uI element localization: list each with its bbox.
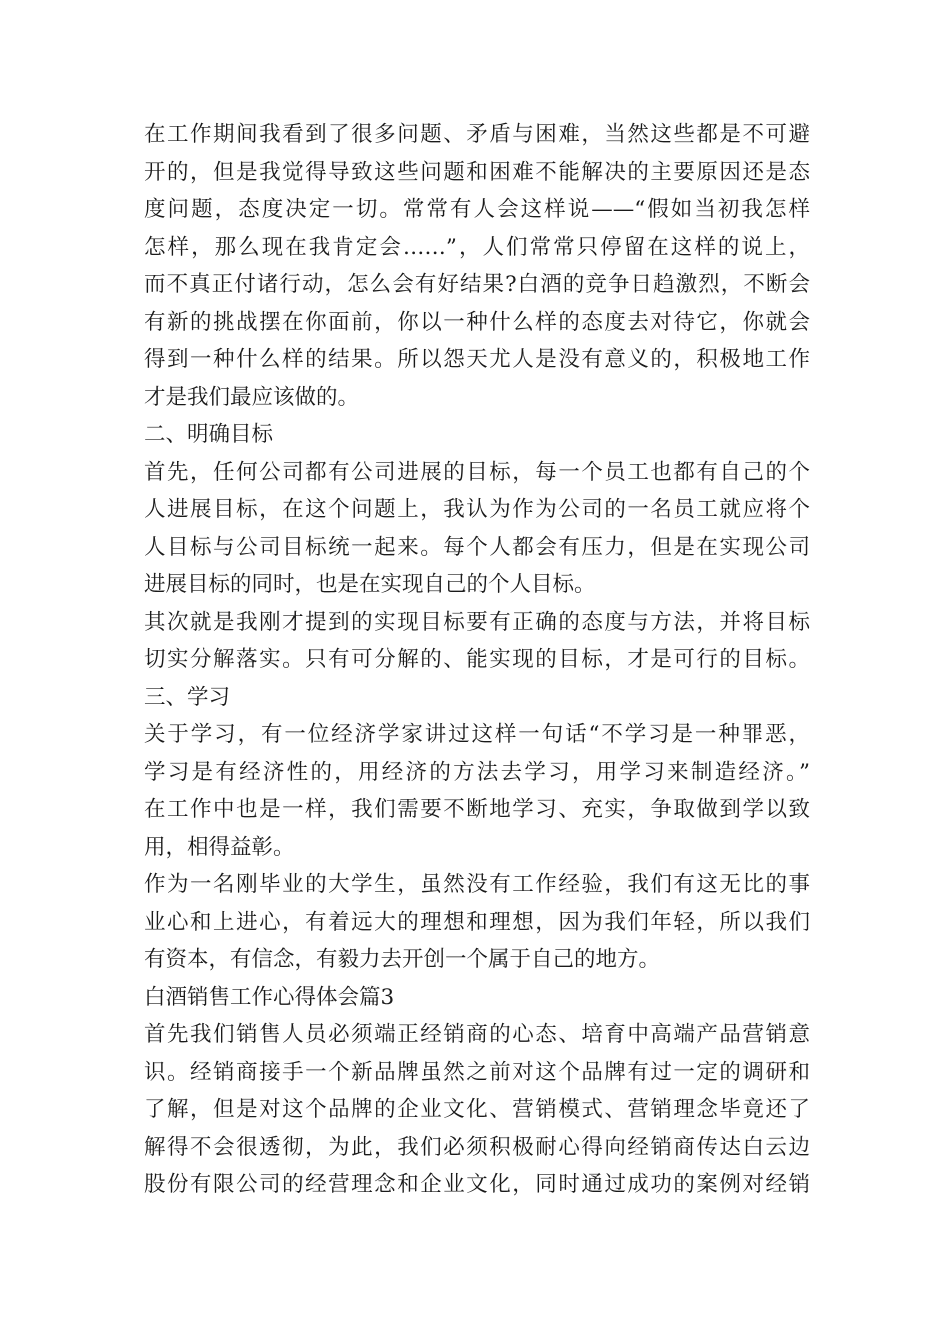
text-line: 股份有限公司的经营理念和企业文化，同时通过成功的案例对经销 [144, 1172, 810, 1197]
text-line: 得到一种什么样的结果。所以怨天尤人是没有意义的，积极地工作 [144, 347, 810, 372]
text-line: 开的，但是我觉得导致这些问题和困难不能解决的主要原因还是态 [144, 159, 810, 185]
text-line: 怎样，那么现在我肯定会……”，人们常常只停留在这样的说上， [144, 234, 810, 260]
text-line: 才是我们最应该做的。 [144, 384, 360, 410]
article-title: 白酒销售工作心得体会篇3 [144, 984, 395, 1010]
text-line: 度问题，态度决定一切。常常有人会这样说——“假如当初我怎样 [144, 197, 810, 222]
document-body [144, 116, 810, 1204]
text-line: 首先我们销售人员必须端正经销商的心态、培育中高端产品营销意 [144, 1022, 810, 1047]
text-line: 识。经销商接手一个新品牌虽然之前对这个品牌有过一定的调研和 [144, 1059, 810, 1085]
text-line: 人目标与公司目标统一起来。每个人都会有压力，但是在实现公司 [144, 534, 810, 560]
text-line: 用，相得益彰。 [144, 834, 295, 860]
text-line: 其次就是我刚才提到的实现目标要有正确的态度与方法，并将目标 [144, 609, 810, 635]
text-line: 业心和上进心，有着远大的理想和理想，因为我们年轻，所以我们 [144, 909, 810, 935]
text-line: 了解，但是对这个品牌的企业文化、营销模式、营销理念毕竟还了 [144, 1097, 810, 1122]
text-line: 学习是有经济性的，用经济的方法去学习，用学习来制造经济。” [144, 759, 810, 785]
text-line: 首先，任何公司都有公司进展的目标，每一个员工也都有自己的个 [144, 459, 810, 485]
text-line: 进展目标的同时，也是在实现自己的个人目标。 [144, 572, 596, 597]
text-line: 在工作期间我看到了很多问题、矛盾与困难，当然这些都是不可避 [144, 122, 810, 147]
section-heading: 二、明确目标 [144, 422, 274, 447]
text-line: 作为一名刚毕业的大学生，虽然没有工作经验，我们有这无比的事 [144, 872, 810, 897]
text-line: 在工作中也是一样，我们需要不断地学习、充实，争取做到学以致 [144, 797, 810, 822]
section-heading: 三、学习 [144, 684, 231, 710]
text-line: 关于学习，有一位经济学家讲过这样一句话“不学习是一种罪恶， [144, 722, 810, 747]
text-line: 有新的挑战摆在你面前，你以一种什么样的态度去对待它，你就会 [144, 309, 810, 335]
text-line: 切实分解落实。只有可分解的、能实现的目标，才是可行的目标。 [144, 647, 810, 672]
text-line: 解得不会很透彻，为此，我们必须积极耐心得向经销商传达白云边 [144, 1134, 810, 1160]
text-line: 人进展目标，在这个问题上，我认为作为公司的一名员工就应将个 [144, 497, 810, 522]
text-line: 而不真正付诸行动，怎么会有好结果?白酒的竞争日趋激烈，不断会 [144, 272, 810, 297]
text-line: 有资本，有信念，有毅力去开创一个属于自己的地方。 [144, 947, 661, 972]
